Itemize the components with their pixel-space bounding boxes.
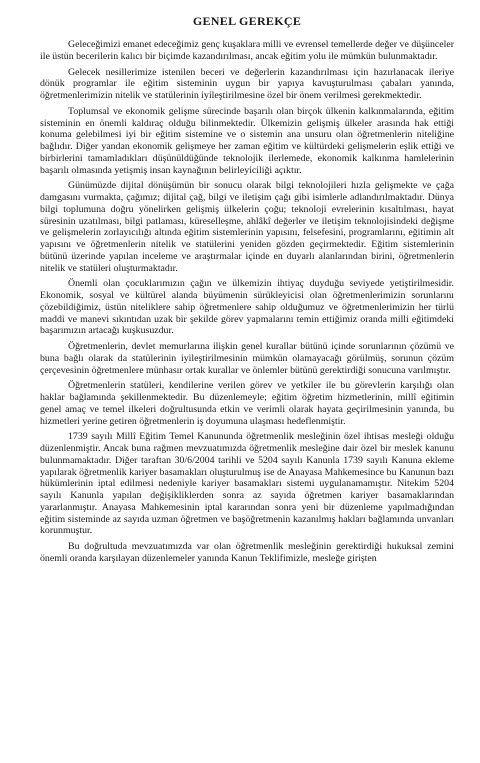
paragraph-7: Öğretmenlerin statüleri, kendilerine verilen görev ve yetkiler ile bu görevlerin karşılığı olan haklar bağlamında şekillenmektedir. Bu düzenlemeyle; eğitim öğretim hizmetlerinin, millî eğitimin genel amaç ve temel ilkeleri doğrultusunda etkin ve verimli olarak hayata geçirilmesinin yanında, bu hizmetleri yerine getiren öğretmenlerin iş doyumuna ulaşması hedeflenmiştir.	[40, 380, 454, 427]
paragraph-8: 1739 sayılı Millî Eğitim Temel Kanununda öğretmenlik mesleğinin özel ihtisas mesleği olduğu düzenlenmiştir. Ancak buna rağmen mevzuatımızda öğretmenlik mesleğine dair özel bir meslek kanunu bulunmamaktadır. Diğer taraftan 30/6/2004 tarihli ve 5204 sayılı Kanunla 1739 sayılı Kanuna ekleme yapılarak öğretmenlik kariyer basamakları oluşturulmuş ise de Anayasa Mahkemesince bu Kanunun bazı hükümlerinin iptal edilmesi nedeniyle kariyer basamakları sistemi uygulanamamıştır. Nitekim 5204 sayılı Kanunla yapılan değişikliklerden sonra az sayıda öğretmen kariyer basamaklarından yararlanmıştır. Anayasa Mahkemesinin iptal kararından sonra yeni bir düzenleme yapılmadığından eğitim sisteminde az sayıda uzman öğretmen ve başöğretmenin kazanılmış hakları bağlamında unvanları korunmuştur.	[40, 431, 454, 537]
paragraph-3: Toplumsal ve ekonomik gelişme sürecinde başarılı olan birçok ülkenin kalkınmalarında, eğitim sisteminin en önemli kaldıraç olduğu bilinmektedir. Ülkemizin gelişmiş ülkeler arasında hak ettiği konuma gelebilmesi iyi bir eğitim sistemine ve o sistemin ana unsuru olan öğretmenlerin niteliğine bağlıdır. Diğer yandan ekonomik gelişmeye her zaman eğitim ve kültürdeki gelişmelerin eşlik ettiği ve birbirlerini tamamladıkları düşünüldüğünde teknolojik ilerlemede, ekonomik kalkınma hamlelerinin başarılı olmasında yetişmiş insan kaynağının belirleyiciliği açıktır.	[40, 105, 454, 176]
paragraph-4: Günümüzde dijital dönüşümün bir sonucu olarak bilgi teknolojileri hızla gelişmekte ve çağa damgasını vurmakta, çağımız; dijital çağ, bilgi ve iletişim çağı gibi isimlerle adlandırılmaktadır. Dünya bilgi toplumuna doğru yönelirken gelişmiş ülkelerin çoğu; teknoloji evrelerinin kısaltılması, hayat süresinin uzatılması, bilgi patlaması, küreselleşme, ahlâkî değerler ve iletişim teknolojisindeki değişme ve gelişmelerin zorlayıcılığı altında eğitim sistemlerinin yapısını, felsefesini, programlarını, eğitimin alt yapısını ve öğretmenlerin nitelik ve statülerini yeniden gözden geçirmektedir. Eğitim sistemlerinin bütünü üzerinde yapılan inceleme ve araştırmalar içinde en duyarlı alanlarından birini, öğretmenlerin nitelik ve statüleri oluşturmaktadır.	[40, 180, 454, 274]
document-title: GENEL GEREKÇE	[192, 14, 302, 28]
paragraph-2: Gelecek nesillerimize istenilen beceri ve değerlerin kazandırılması için hazırlanacak ileriye dönük programlar ile eğitim sisteminin uygun bir yapıya kavuşturulması çabaları yanında, öğretmenlerimizin nitelik ve statülerinin iyileştirilmesine özel bir önem verilmesi gerekmektedir.	[40, 66, 454, 101]
paragraph-1: Geleceğimizi emanet edeceğimiz genç kuşaklara milli ve evrensel temellerde değer ve düşünceler ile üstün becerilerin kalıcı bir biçimde kazandırılması, ancak eğitim yolu ile mümkün bulunmaktadır.	[40, 39, 454, 62]
paragraph-5: Önemli olan çocuklarımızın çağın ve ülkemizin ihtiyaç duyduğu seviyede yetiştirilmesidir. Ekonomik, sosyal ve kültürel alanda büyümenin sürükleyicisi olan öğretmenlerimizin sorunlarını çözebildiğimiz, üstün niteliklere sahip öğretmenlere sahip olduğumuz ve öğretmenlerimizin her türlü maddi ve manevi sıkıntıdan uzak bir şekilde görev yapmalarını temin ettiğimiz oranda milli eğitimdeki başarımızın artacağı kuşkusuzdur.	[40, 278, 454, 337]
paragraph-6: Öğretmenlerin, devlet memurlarına ilişkin genel kurallar bütünü içinde sorunlarının çözümü ve buna bağlı olarak da statülerinin iyileştirilmesinin mümkün olamayacağı görülmüş, sorunun çözüm çerçevesinin öğretmenlere münhasır ortak kurallar ve önlemler bütünü gerektirdiği sonucuna varılmıştır.	[40, 341, 454, 376]
paragraph-9: Bu doğrultuda mevzuatımızda var olan öğretmenlik mesleğinin gerektirdiği hukuksal zemini önemli oranda karşılayan düzenlemeler yanında Kanun Teklifimizle, mesleğe girişten	[40, 541, 454, 564]
